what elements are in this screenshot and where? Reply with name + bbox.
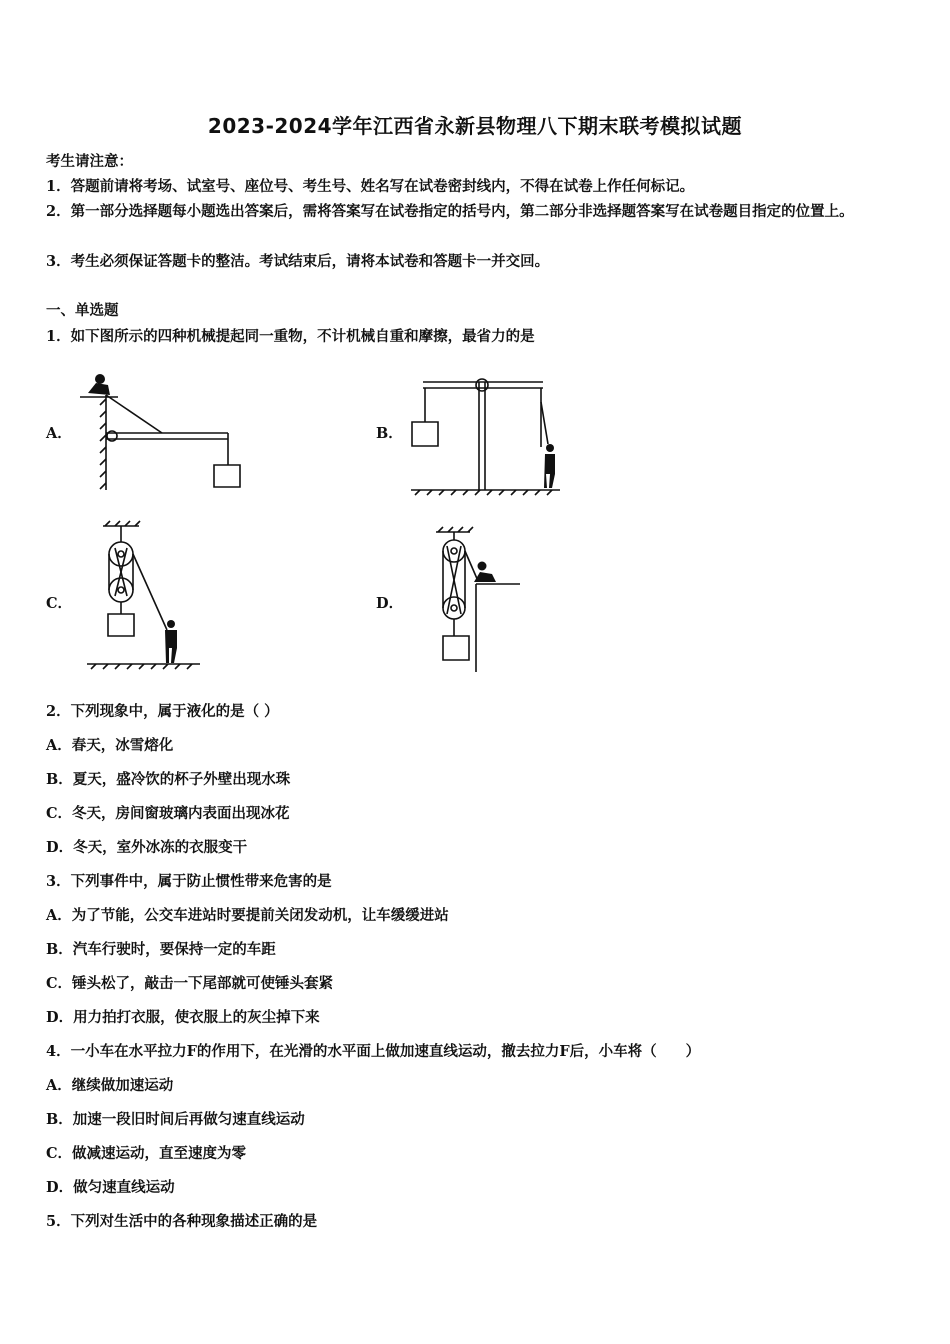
question-stem: 5．下列对生活中的各种现象描述正确的是	[46, 1213, 318, 1230]
option-item: A．继续做加速运动	[46, 1077, 174, 1094]
figure-label-a: A．	[46, 425, 72, 442]
paper-title: 2023-2024学年江西省永新县物理八下期末联考模拟试题	[207, 114, 743, 138]
option-item: A．为了节能，公交车进站时要提前关闭发动机，让车缓缓进站	[46, 907, 449, 924]
option-item: C．冬天，房间窗玻璃内表面出现冰花	[46, 805, 290, 822]
notice-heading: 考生请注意：	[46, 153, 133, 170]
question-stem: 4．一小车在水平拉力F的作用下，在光滑的水平面上做加速直线运动，撤去拉力F后，小车将（ ）	[46, 1043, 701, 1060]
figure-label-b: B．	[376, 425, 403, 442]
figure-label-d: D．	[376, 595, 404, 612]
question-stem: 3．下列事件中，属于防止惯性带来危害的是	[46, 873, 332, 890]
option-item: B．汽车行驶时，要保持一定的车距	[46, 941, 276, 958]
figure-d-pulley-diagram	[430, 526, 530, 676]
option-item: D．冬天，室外冰冻的衣服变干	[46, 839, 248, 856]
option-item: D．用力拍打衣服，使衣服上的灰尘掉下来	[46, 1009, 320, 1026]
notice-item: 1．答题前请将考场、试室号、座位号、考生号、姓名写在试卷密封线内，不得在试卷上作任何标记。	[46, 178, 695, 195]
question-stem: 2．下列现象中，属于液化的是（ ）	[46, 703, 279, 720]
option-item: A．春天，冰雪熔化	[46, 737, 174, 754]
figure-label-c: C．	[46, 595, 73, 612]
section-heading: 一、单选题	[46, 302, 119, 319]
option-item: D．做匀速直线运动	[46, 1179, 175, 1196]
question-stem: 1．如下图所示的四种机械提起同一重物，不计机械自重和摩擦，最省力的是	[46, 328, 535, 345]
notice-item: 3．考生必须保证答题卡的整洁。考试结束后，请将本试卷和答题卡一并交回。	[46, 253, 550, 270]
notice-item: 2．第一部分选择题每小题选出答案后，需将答案写在试卷指定的括号内，第二部分非选择题答案写在试卷题目指定的位置上。	[46, 203, 854, 220]
option-item: B．加速一段旧时间后再做匀速直线运动	[46, 1111, 305, 1128]
option-item: C．做减速运动，直至速度为零	[46, 1145, 247, 1162]
figure-c-pulley-diagram	[85, 518, 205, 673]
figure-b-lever-diagram	[405, 362, 565, 497]
option-item: B．夏天，盛冷饮的杯子外壁出现水珠	[46, 771, 291, 788]
option-item: C．锤头松了，敲击一下尾部就可使锤头套紧	[46, 975, 334, 992]
figure-a-lever-diagram	[78, 365, 253, 495]
